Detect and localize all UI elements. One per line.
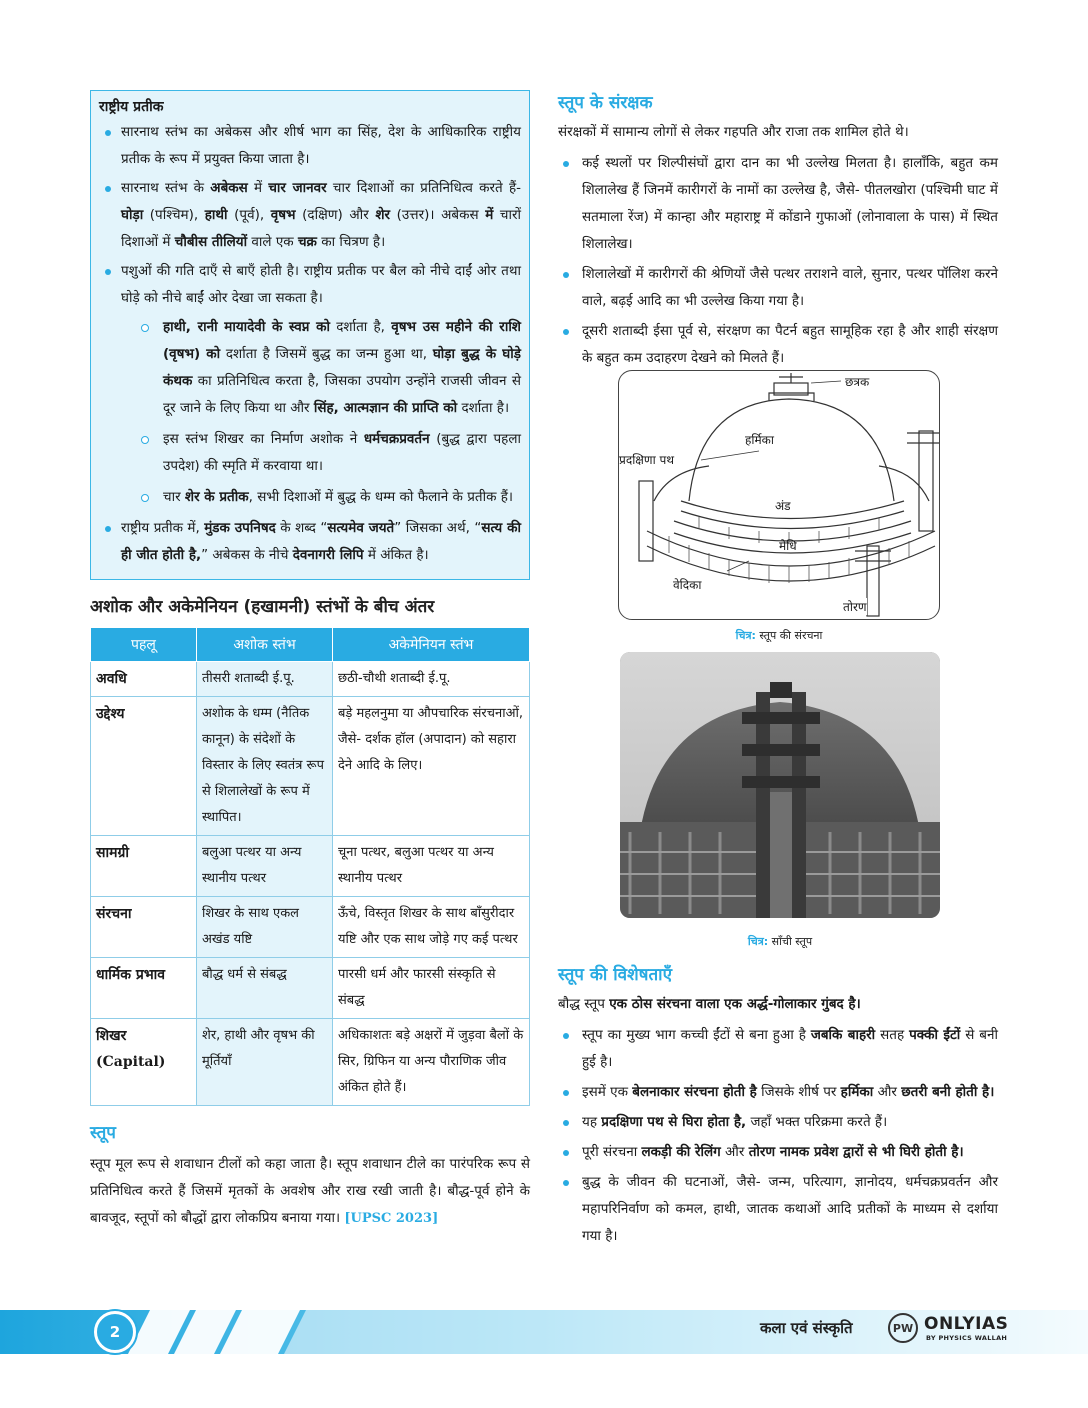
emblem-subbullets [121, 314, 521, 511]
text: ” अबेकस के नीचे [201, 547, 293, 563]
emblem-subbullet-1 [121, 314, 521, 422]
text: पशुओं की गति दाएँ से बाएँ होती है। राष्ट्रीय प्रतीक पर बैल को नीचे दाईं ओर तथा घोड़े को नीचे बाईं ओर देखा जा सकता है। [121, 263, 521, 306]
bold-text: छतरी बनी होती है। [901, 1084, 995, 1100]
bold-text: सत्य की ही जीत होती है, [121, 520, 521, 563]
bold-text: चक्र [297, 234, 317, 250]
photo-caption [620, 934, 940, 949]
table-cell-ashoka: शिखर के साथ एकल अखंड यष्टि [197, 897, 333, 958]
table-cell-aspect: उद्देश्य [91, 697, 197, 836]
table-cell-ashoka: अशोक के धम्म (नैतिक कानून) के संदेशों के विस्तार के लिए स्वतंत्र रूप से शिलालेखों के रूप में स्थापित। [197, 697, 333, 836]
text: राष्ट्रीय प्रतीक में, [121, 520, 205, 536]
table-header-cell: पहलू [91, 628, 197, 662]
bold-text: देवनागरी लिपि [292, 547, 364, 563]
label-medhi: मेधि [779, 539, 797, 553]
table-header-cell: अकेमेनियन स्तंभ [333, 628, 530, 662]
emblem-bullets [99, 119, 521, 569]
text: (उत्तर)। अबेकस [390, 207, 486, 223]
label-torana: तोरण [843, 600, 867, 614]
patrons-title: स्तूप के संरक्षक [558, 93, 653, 113]
text: में [247, 180, 269, 196]
table-row [91, 897, 530, 958]
text: इस स्तंभ शिखर का निर्माण अशोक ने [163, 431, 364, 447]
bold-text: बेलनाकार संरचना होती है [632, 1084, 757, 1100]
table-cell-aspect [91, 1019, 197, 1106]
bold-text: हर्मिका [840, 1084, 874, 1100]
bold-text: सत्यमेव जयते [327, 520, 395, 536]
text: दर्शाता है, [329, 319, 392, 335]
bold-text: शेर के प्रतीक [184, 489, 249, 505]
text: (पश्चिम), [143, 207, 205, 223]
emblem-bullet-4 [99, 515, 521, 569]
emblem-bullet-3 [99, 258, 521, 511]
stupa-title: स्तूप [90, 1123, 116, 1143]
table-cell-ashoka: बलुआ पत्थर या अन्य स्थानीय पत्थर [197, 836, 333, 897]
text: से बनी हुई है। [582, 1027, 998, 1070]
bold-text: शेर [375, 207, 391, 223]
bold-text: चौबीस तीलियों [174, 234, 248, 250]
bold-text: चार जानवर [268, 180, 327, 196]
text: यह [582, 1114, 602, 1130]
text: (दक्षिण) और [295, 207, 376, 223]
table-cell-ashoka: बौद्ध धर्म से संबद्ध [197, 958, 333, 1019]
text: चारों दिशाओं में [121, 207, 521, 250]
text: सतह [875, 1027, 910, 1043]
text: पूरी संरचना [582, 1144, 642, 1160]
bold-text: जबकि बाहरी [810, 1027, 876, 1043]
text: दर्शाता है जिसमें बुद्ध का जन्म हुआ था, [220, 346, 433, 362]
list-item: दूसरी शताब्दी ईसा पूर्व से, संरक्षण का पैटर्न बहुत सामूहिक रहा है और शाही संरक्षण के बहुत कम उदाहरण देखने को मिलते हैं। [558, 318, 998, 372]
caption-text: साँची स्तूप [768, 935, 813, 948]
capital-label-en: (Capital) [96, 1054, 166, 1070]
pw-logo-icon: PW [888, 1313, 918, 1343]
table-cell-aspect: धार्मिक प्रभाव [91, 958, 197, 1019]
text: स्तूप का मुख्य भाग कच्ची ईंटों से बना हुआ है [582, 1027, 811, 1043]
bold-text: तोरण नामक प्रवेश द्वारों से भी घिरी होती है। [748, 1144, 964, 1160]
emblem-subbullet-3 [121, 484, 521, 511]
bold-text: हाथी [204, 207, 228, 223]
label-harmika: हर्मिका [745, 433, 774, 447]
label-chhatrak: छत्रक [845, 375, 870, 389]
text: , सभी दिशाओं में बुद्ध के धम्म को फैलाने के प्रतीक हैं। [248, 489, 514, 505]
bold-text: वृषभ [270, 207, 296, 223]
text: जहाँ भक्त परिक्रमा करते हैं। [746, 1114, 888, 1130]
table-cell-aspect: सामग्री [91, 836, 197, 897]
text: जिसके शीर्ष पर [756, 1084, 841, 1100]
brand-logo-subtext: BY PHYSICS WALLAH [926, 1334, 1008, 1342]
stupa-diagram [618, 370, 940, 620]
label-pradakshina: प्रदक्षिणा पथ [619, 453, 674, 467]
upsc-tag: [UPSC 2023] [344, 1211, 439, 1226]
text: के शब्द “ [275, 520, 328, 536]
table-cell-achaemenid: बड़े महलनुमा या औपचारिक संरचनाओं, जैसे- दर्शक हॉल (अपादान) को सहारा देने आदि के लिए। [333, 697, 530, 836]
emblem-subbullet-2 [121, 426, 521, 480]
patrons-intro: संरक्षकों में सामान्य लोगों से लेकर गहपति और राजा तक शामिल होते थे। [558, 124, 909, 140]
table-row [91, 836, 530, 897]
sanchi-stupa-image [620, 652, 940, 918]
table-row [91, 662, 530, 697]
caption-label: चित्र: [747, 935, 769, 948]
table-cell-achaemenid: अधिकाशतः बड़े अक्षरों में जुड़वा बैलों के सिर, ग्रिफिन या अन्य पौराणिक जीव अंकित होते हैं। [333, 1019, 530, 1106]
table-cell-achaemenid: ऊँचे, विस्तृत शिखर के साथ बाँसुरीदार यष्टि और एक साथ जोड़े गए कई पत्थर [333, 897, 530, 958]
table-header-cell: अशोक स्तंभ [197, 628, 333, 662]
bold-text: लकड़ी की रेलिंग [641, 1144, 721, 1160]
text: चार [163, 489, 185, 505]
features-list [558, 1022, 998, 1250]
bold-text: घोड़ा बुद्ध के घोड़े कंथक [163, 346, 521, 389]
features-section [558, 962, 998, 1253]
text: का चित्रण है। [316, 234, 386, 250]
stupa-paragraph [90, 1151, 530, 1232]
text: का प्रतिनिधित्व करता है, जिसका उपयोग उन्होंने राजसी जीवन से दूर जाने के लिए किया था और [163, 373, 521, 416]
text: (पूर्व), [227, 207, 271, 223]
bold-text: सिंह, आत्मज्ञान की प्राप्ति को [313, 400, 458, 416]
features-title: स्तूप की विशेषताएँ [558, 965, 672, 985]
features-intro [558, 991, 998, 1018]
table-row [91, 1019, 530, 1106]
national-emblem-box [90, 90, 530, 580]
comparison-table [90, 627, 530, 1106]
caption-label: चित्र: [735, 629, 756, 642]
table-header-row [91, 628, 530, 662]
emblem-bullet-1: सारनाथ स्तंभ का अबेकस और शीर्ष भाग का सिंह, देश के आधिकारिक राष्ट्रीय प्रतीक के रूप में प्रयुक्त किया जाता है। [99, 119, 521, 173]
text: चार दिशाओं का प्रतिनिधित्व करते हैं- [326, 180, 522, 196]
text: वाले एक [247, 234, 298, 250]
text: दर्शाता है। [457, 400, 510, 416]
bold-text: पक्की ईंटों [909, 1027, 961, 1043]
table-cell-ashoka: शेर, हाथी और वृषभ की मूर्तियाँ [197, 1019, 333, 1106]
text: बौद्ध स्तूप [558, 996, 610, 1012]
patrons-list [558, 150, 998, 372]
list-item: बुद्ध के जीवन की घटनाओं, जैसे- जन्म, परित्याग, ज्ञानोदय, धर्मचक्रप्रवर्तन और महापरिनिर्वाण को कमल, हाथी, जातक कथाओं आदि प्रतीकों के माध्यम से दर्शाया गया है। [558, 1169, 998, 1250]
text: सारनाथ स्तंभ के [121, 180, 211, 196]
text: और [873, 1084, 902, 1100]
box-title: राष्ट्रीय प्रतीक [99, 99, 164, 115]
list-item [558, 1079, 998, 1106]
table-row [91, 697, 530, 836]
list-item: कई स्थलों पर शिल्पीसंघों द्वारा दान का भी उल्लेख मिलता है। हालाँकि, बहुत कम शिलालेख हैं जिनमें कारीगरों के नामों का उल्लेख है, जैसे- पीतलखोरा (पश्चिमी घाट में सतमाला रेंज) में कान्हा और महाराष्ट्र में कोंडाने गुफाओं (लोनावाला के पास) में स्थित शिलालेख। [558, 150, 998, 258]
list-item: शिलालेखों में कारीगरों की श्रेणियों जैसे पत्थर तराशने वाले, सुनार, पत्थर पॉलिश करने वाले, बढ़ई आदि का भी उल्लेख किया गया है। [558, 261, 998, 315]
table-row [91, 958, 530, 1019]
text: में अंकित है। [363, 547, 429, 563]
bold-text: घोड़ा [121, 207, 144, 223]
bold-text: धर्मचक्रप्रवर्तन [363, 431, 430, 447]
list-item [558, 1139, 998, 1166]
table-cell-achaemenid: चूना पत्थर, बलुआ पत्थर या अन्य स्थानीय पत्थर [333, 836, 530, 897]
table-cell-ashoka: तीसरी शताब्दी ई.पू. [197, 662, 333, 697]
emblem-bullet-2 [99, 175, 521, 256]
stupa-drawing [619, 371, 940, 620]
table-cell-aspect: संरचना [91, 897, 197, 958]
text: स्तूप मूल रूप से शवाधान टीलों को कहा जाता है। स्तूप शवाधान टीले का पारंपरिक रूप से प्रतिनिधित्व करते हैं जिसमें मृतकों के अवशेष और राख रखी जाती है। बौद्ध-पूर्व होने के बावजूद, स्तूपों को बौद्धों द्वारा लोकप्रिय बनाया गया। [90, 1156, 530, 1226]
bold-text: हाथी, रानी मायादेवी के स्वप्न को [163, 319, 330, 335]
sanchi-stupa-photo [620, 652, 940, 918]
bold-text: प्रदक्षिणा पथ से घिरा होता है, [601, 1114, 747, 1130]
brand-logo-text: ONLYIAS [924, 1314, 1009, 1334]
capital-label: शिखर [96, 1028, 127, 1044]
table-cell-achaemenid: छठी-चौथी शताब्दी ई.पू. [333, 662, 530, 697]
list-item [558, 1022, 998, 1076]
label-vedika: वेदिका [673, 578, 702, 592]
table-cell-achaemenid: पारसी धर्म और फारसी संस्कृति से संबद्ध [333, 958, 530, 1019]
bold-text: एक ठोस संरचना वाला एक अर्द्ध-गोलाकार गुंबद है। [609, 996, 861, 1012]
footer-subject: कला एवं संस्कृति [760, 1319, 853, 1337]
text: ” जिसका अर्थ, “ [394, 520, 482, 536]
text: (बुद्ध द्वारा पहला उपदेश) की स्मृति में करवाया था। [163, 431, 521, 474]
bold-text: अबेकस [210, 180, 248, 196]
page-number: 2 [94, 1311, 136, 1353]
caption-text: स्तूप की संरचना [755, 629, 823, 642]
bold-text: में [485, 207, 494, 223]
text: और [720, 1144, 749, 1160]
comparison-title: अशोक और अकेमेनियन (हखामनी) स्तंभों के बीच अंतर [90, 597, 435, 617]
table-cell-aspect: अवधि [91, 662, 197, 697]
left-column [90, 90, 530, 1232]
bold-text: मुंडक उपनिषद [204, 520, 276, 536]
bold-text: वृषभ उस महीने की राशि (वृषभ) को [163, 319, 521, 362]
label-and: अंड [775, 499, 791, 513]
list-item [558, 1109, 998, 1136]
diagram-caption [618, 628, 940, 643]
text: इसमें एक [582, 1084, 633, 1100]
right-column [558, 90, 998, 375]
